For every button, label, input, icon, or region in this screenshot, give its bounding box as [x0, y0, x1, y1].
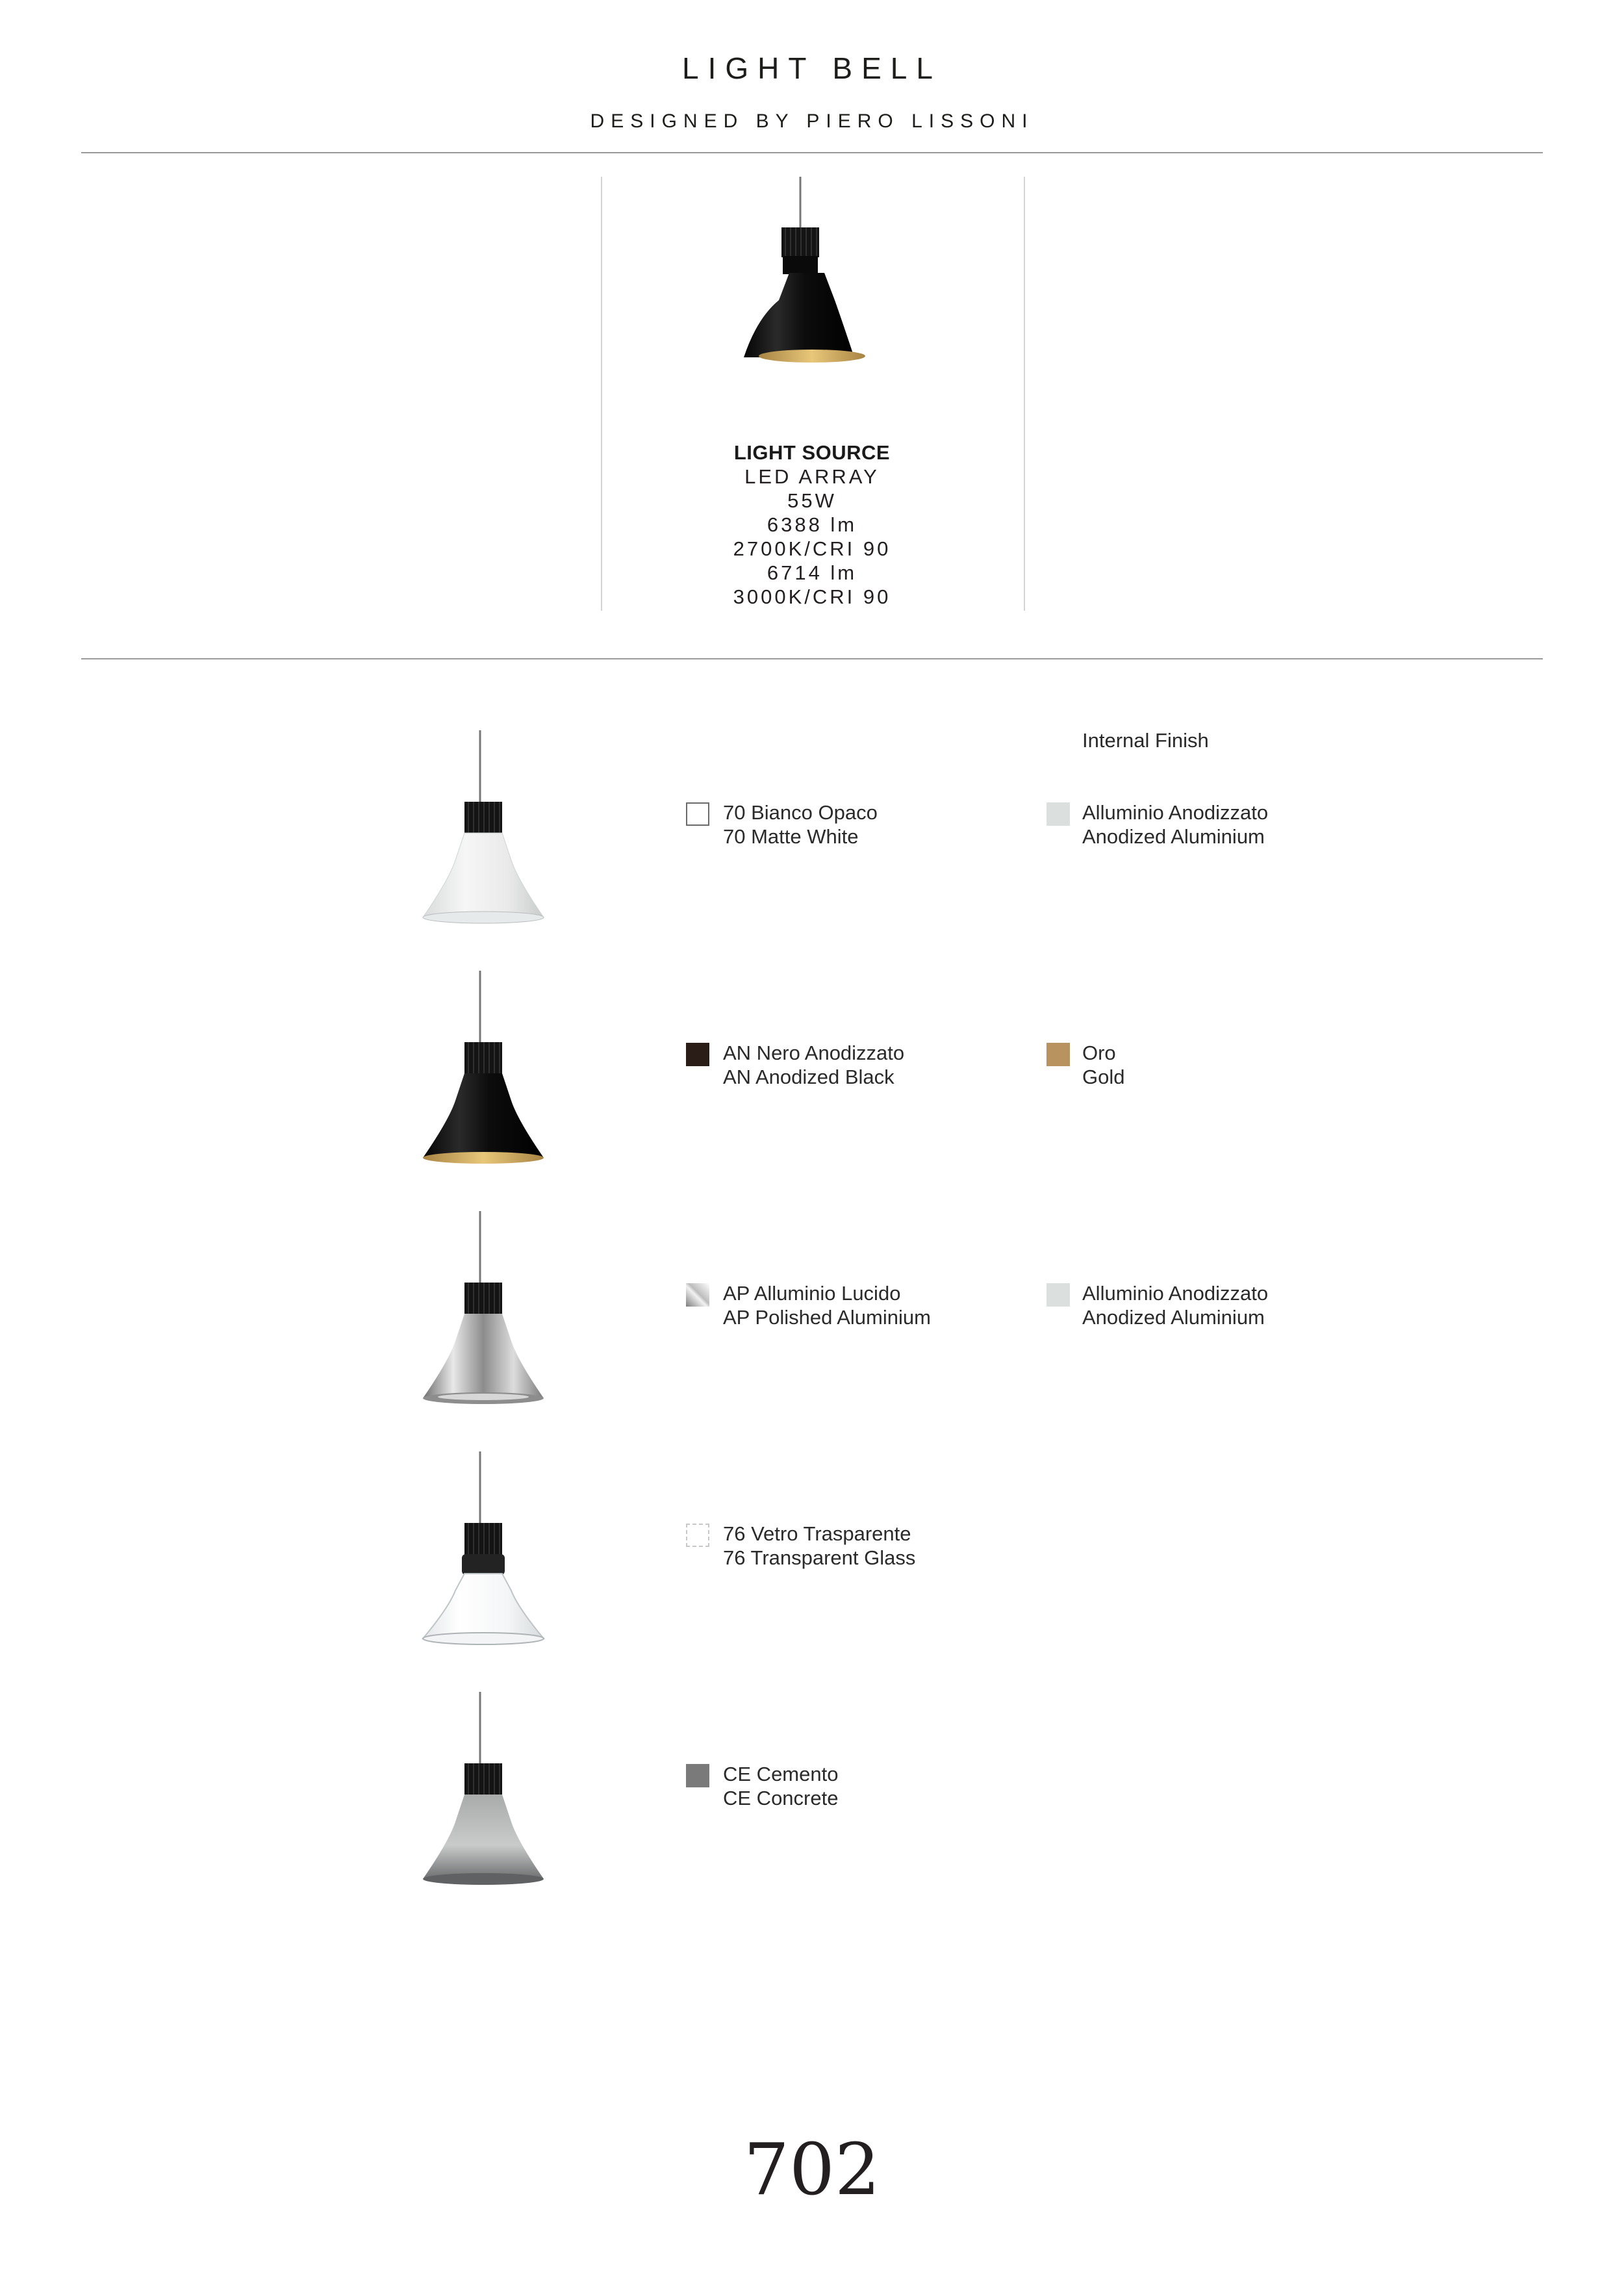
swatch-polished-aluminium [686, 1283, 709, 1307]
spec-right-divider [1024, 177, 1025, 611]
black-pendant-lamp [420, 971, 557, 1179]
spec-left-divider [601, 177, 602, 611]
internal-finish-heading: Internal Finish [1082, 729, 1209, 752]
internal-finish-label: Oro Gold [1082, 1041, 1125, 1088]
top-divider [81, 152, 1543, 153]
page-number: 702 [744, 2128, 880, 2211]
polished-aluminium-swatch-icon [686, 1283, 709, 1307]
swatch-gold [1047, 1043, 1070, 1066]
swatch-concrete [686, 1764, 709, 1787]
external-finish-label: AN Nero Anodizzato AN Anodized Black [723, 1041, 905, 1088]
designer-subtitle: DESIGNED BY PIERO LISSONI [590, 110, 1034, 132]
external-finish-label: 70 Bianco Opaco 70 Matte White [723, 801, 878, 848]
external-finish-label: CE Cemento CE Concrete [723, 1763, 839, 1809]
section-divider [81, 658, 1543, 659]
white-pendant-lamp [420, 730, 557, 938]
spec-line: LED ARRAY [744, 465, 880, 488]
spec-line: 6388 lm [767, 513, 857, 536]
internal-finish-label: Alluminio Anodizzato Anodized Aluminium [1082, 1282, 1269, 1329]
product-title: LIGHT BELL [682, 51, 942, 85]
swatch-anodized-aluminium [1047, 1283, 1070, 1307]
spec-line: 3000K/CRI 90 [733, 585, 891, 608]
spec-line: 55W [787, 489, 837, 512]
external-finish-label: AP Alluminio Lucido AP Polished Aluminium [723, 1282, 931, 1329]
hero-lamp-image [744, 177, 880, 372]
swatch-transparent-glass [686, 1524, 709, 1547]
light-source-heading: LIGHT SOURCE [733, 441, 891, 464]
concrete-pendant-lamp [420, 1692, 557, 1900]
internal-finish-label: Alluminio Anodizzato Anodized Aluminium [1082, 801, 1269, 848]
swatch-anodized-aluminium [1047, 802, 1070, 826]
swatch-matte-white [686, 802, 709, 826]
spec-line: 6714 lm [767, 561, 857, 584]
spec-line: 2700K/CRI 90 [733, 537, 891, 560]
polished-aluminium-pendant-lamp [420, 1211, 557, 1419]
light-source-spec [650, 441, 974, 609]
external-finish-label: 76 Vetro Trasparente 76 Transparent Glass [723, 1522, 916, 1569]
glass-pendant-lamp [420, 1451, 557, 1659]
swatch-anodized-black [686, 1043, 709, 1066]
